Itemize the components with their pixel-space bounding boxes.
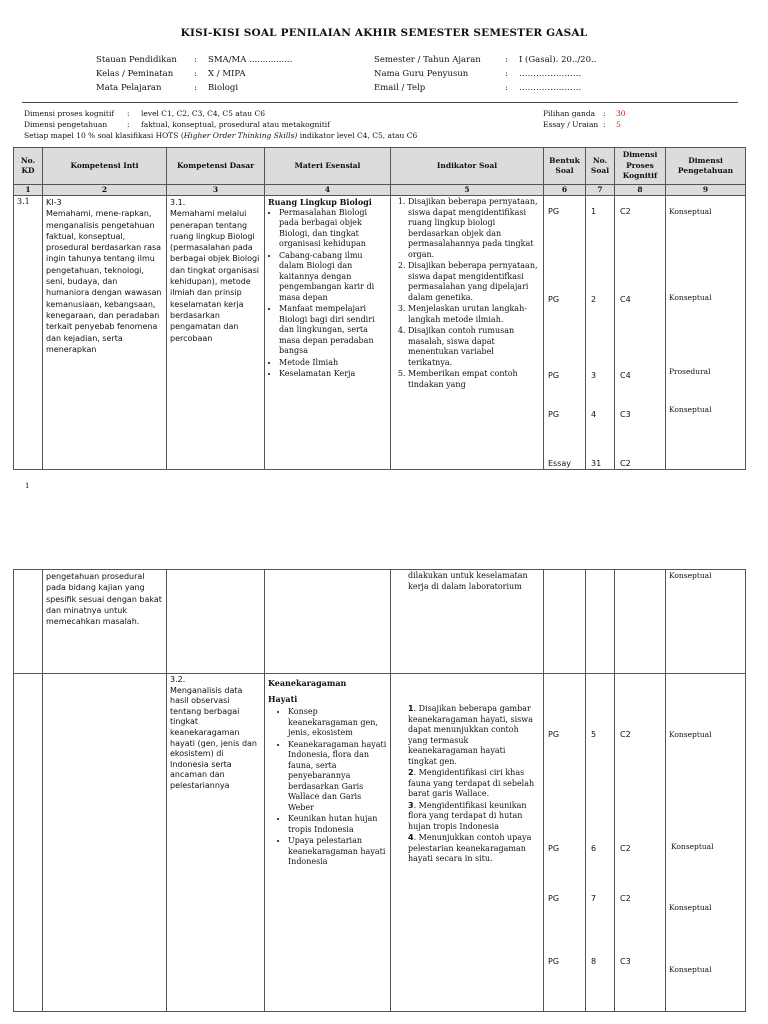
header-materi-esensial: Materi Esensial — [265, 148, 391, 185]
materi-title: Keanekaragaman Hayati — [268, 678, 347, 704]
info-sep: : — [194, 55, 197, 65]
bentuk-soal-item: PG — [548, 844, 560, 853]
pengetahuan-item: Prosedural — [669, 367, 711, 376]
kisi-kisi-table-page1 — [13, 147, 746, 470]
bentuk-soal-item: PG — [548, 957, 560, 966]
dim-label: Dimensi proses kognitif — [24, 109, 115, 118]
list-item: • Keselamatan Kerja — [279, 369, 387, 380]
dim-proses — [24, 108, 524, 119]
pengetahuan-item: Konseptual — [669, 207, 712, 216]
cell-no-soal — [586, 570, 615, 674]
no-soal-item: 6 — [591, 844, 597, 853]
col-number: 4 — [265, 185, 391, 196]
bentuk-soal-item: Essay — [548, 459, 572, 468]
no-soal-item: 4 — [591, 410, 597, 419]
col-number: 6 — [544, 185, 586, 196]
info-value: SMA/MA ................ — [208, 55, 293, 65]
proses-item: C2 — [620, 459, 631, 468]
col-number: 2 — [43, 185, 167, 196]
essay-value: 5 — [616, 120, 621, 129]
cell-kompetensi-dasar: 3.2. Menganalisis data hasil observasi tentang berbagai tingkat keanekaragaman hayati (gen, jenis dan ekosistem) di Indonesia serta ancaman dan pelestariannya — [167, 674, 265, 1012]
list-item: 3. Menjelaskan urutan langkah-langkah metode ilmiah. — [408, 304, 540, 325]
list-item: 4. Disajikan contoh rumusan masalah, siswa dapat menentukan variabel terikatnya. — [408, 326, 540, 368]
no-soal-item: 7 — [591, 894, 597, 903]
no-soal-item: 8 — [591, 957, 597, 966]
bentuk-soal-item: PG — [548, 295, 560, 304]
cell-no-kd — [14, 570, 43, 674]
info-label: Nama Guru Penyusun — [374, 69, 469, 79]
header-indikator-soal: Indikator Soal — [391, 148, 544, 185]
cell-bentuk-soal — [544, 570, 586, 674]
col-number: 3 — [167, 185, 265, 196]
hots-text: Setiap mapel 10 % soal klasifikasi HOTS ( — [24, 131, 184, 140]
info-left — [96, 53, 292, 95]
info-label: Mata Pelajaran — [96, 83, 162, 93]
item-text: . Mengidentifikasi keunikan flora yang terdapat di hutan hujan tropis Indonesia — [408, 800, 527, 831]
indikator-list — [394, 675, 540, 865]
info-sep: : — [194, 83, 197, 93]
info-value: …………………. — [519, 83, 582, 93]
cell-materi-esensial — [265, 196, 391, 470]
info-sep: : — [505, 55, 508, 65]
document-title: KISI-KISI SOAL PENILAIAN AKHIR SEMESTER SEMESTER GASAL — [180, 27, 588, 39]
info-value: I (Gasal). 20../20.. — [519, 55, 597, 65]
info-sep: : — [194, 69, 197, 79]
cell-indikator-soal — [391, 196, 544, 470]
cell-kompetensi-dasar: 3.1. Memahami melalui penerapan tentang ruang lingkup Biologi (permasalahan pada berbagai objek Biologi dan tingkat organisasi kehidupan), metode ilmiah dan prinsip keselamatan kerja berdasarkan pengamatan dan percobaan — [167, 196, 265, 470]
dimension-notes — [24, 108, 524, 141]
header-dimensi-proses: Dimensi Proses Kognitif — [615, 148, 666, 185]
proses-item: C4 — [620, 371, 631, 380]
proses-item: C3 — [620, 410, 631, 419]
list-item: • Cabang-cabang ilmu dalam Biologi dan kaitannya dengan pengembangan karir di masa depan — [279, 251, 387, 304]
item-text: . Mengidentifikasi ciri khas fauna yang terdapat di sebelah barat garis Wallace. — [408, 768, 535, 798]
list-item: • Permasalahan Biologi pada berbagai objek Biologi, dan tingkat organisasi kehidupan — [279, 208, 387, 250]
item-number: 2 — [408, 768, 414, 777]
info-row-kelas — [96, 67, 292, 81]
table-row-continuation — [14, 570, 746, 674]
info-label: Stauan Pendidikan — [96, 55, 177, 65]
list-item: • Keanekaragaman hayati Indonesia, flora dan fauna, serta penyebarannya berdasarkan Garis Wallace dan Garis Weber — [288, 740, 387, 814]
proses-item: C4 — [620, 295, 631, 304]
info-row-mapel — [96, 81, 292, 95]
essay-label: Essay / Uraian — [543, 120, 599, 129]
list-item: • Upaya pelestarian keanekaragaman hayati Indonesia — [288, 836, 387, 868]
cell-indikator-soal — [391, 674, 544, 1012]
cell-dimensi-pengetahuan: Konseptual — [666, 570, 746, 674]
list-item: 2. Disajikan beberapa pernyataan, siswa dapat mengidentifkasi permasalahan yang dipelajari dalam genetika. — [408, 261, 540, 303]
jumlah-essay — [543, 119, 733, 130]
hots-text-end: indikator level C4, C5, atau C6 — [297, 131, 418, 140]
item-number: 1 — [408, 704, 414, 713]
bentuk-soal-item: PG — [548, 894, 560, 903]
proses-item: C2 — [620, 730, 631, 739]
dim-sep: : — [127, 109, 130, 118]
jumlah-pg — [543, 108, 733, 119]
kisi-kisi-table-page2 — [13, 569, 746, 1012]
no-soal-item: 1 — [591, 207, 597, 216]
dim-value: level C1, C2, C3, C4, C5 atau C6 — [141, 109, 265, 118]
no-soal-item: 5 — [591, 730, 597, 739]
materi-list — [268, 707, 387, 868]
indikator-continuation: dilakukan untuk keselamatan kerja di dalam laboratorium — [408, 571, 528, 591]
jumlah-soal — [543, 108, 733, 130]
list-item: • Konsep keanekaragaman gen, jenis, ekosistem — [288, 707, 387, 739]
list-item — [408, 833, 536, 865]
pg-value: 30 — [616, 109, 626, 118]
list-item — [408, 768, 536, 800]
header-kompetensi-inti: Kompetensi Inti — [43, 148, 167, 185]
cell-dimensi-proses — [615, 570, 666, 674]
cell-kompetensi-inti — [43, 674, 167, 1012]
indikator-list — [394, 197, 540, 390]
dim-value: faktual, konseptual, prosedural atau metakognitif — [141, 120, 330, 129]
cell-dimensi-pengetahuan — [666, 674, 746, 1012]
info-sep: : — [505, 69, 508, 79]
list-item: • Keunikan hutan hujan tropis Indonesia — [288, 814, 387, 835]
materi-title: Ruang Lingkup Biologi — [268, 197, 372, 207]
cell-no-kd — [14, 674, 43, 1012]
header-bentuk-soal: Bentuk Soal — [544, 148, 586, 185]
info-row-satuan — [96, 53, 292, 67]
info-value: Biologi — [208, 83, 239, 93]
proses-item: C2 — [620, 844, 631, 853]
cell-bentuk-soal — [544, 674, 586, 1012]
info-value: X / MIPA — [208, 69, 246, 79]
col-number: 7 — [586, 185, 615, 196]
header-no-kd: No. KD — [14, 148, 43, 185]
bentuk-soal-item: PG — [548, 410, 560, 419]
no-soal-item: 2 — [591, 295, 597, 304]
essay-sep: : — [603, 120, 606, 129]
bentuk-soal-item: PG — [548, 730, 560, 739]
cell-kompetensi-dasar — [167, 570, 265, 674]
cell-kompetensi-inti: pengetahuan prosedural pada bidang kajian yang spesifik sesuai dengan bakat dan minatnya untuk memecahkan masalah. — [43, 570, 167, 674]
dim-pengetahuan — [24, 119, 524, 130]
cell-no-soal — [586, 674, 615, 1012]
pengetahuan-item: Konseptual — [671, 842, 714, 851]
pengetahuan-item: Konseptual — [669, 730, 712, 739]
list-item: • Metode Ilmiah — [279, 358, 387, 369]
cell-dimensi-pengetahuan — [666, 196, 746, 470]
info-label: Semester / Tahun Ajaran — [374, 55, 481, 65]
info-label: Email / Telp — [374, 83, 426, 93]
table-row-kd-3-1 — [14, 196, 746, 470]
pengetahuan-item: Konseptual — [669, 293, 712, 302]
item-number: 4 — [408, 833, 414, 842]
cell-bentuk-soal — [544, 196, 586, 470]
list-item — [408, 801, 536, 833]
table-header-row — [14, 148, 746, 185]
info-row-email — [374, 81, 596, 95]
list-item: 5. Memberikan empat contoh tindakan yang — [408, 369, 540, 390]
no-soal-item: 31 — [591, 459, 602, 468]
header-no-soal: No. Soal — [586, 148, 615, 185]
column-number-row — [14, 185, 746, 196]
pengetahuan-item: Konseptual — [669, 965, 712, 974]
item-number: 3 — [408, 800, 414, 810]
item-text: . Disajikan beberapa gambar keanekaragaman hayati, siswa dapat menunjukkan contoh yang termasuk keanekaragaman hayati tingkat gen. — [408, 704, 533, 766]
info-sep: : — [505, 83, 508, 93]
col-number: 5 — [391, 185, 544, 196]
item-text: . Menunjukkan contoh upaya pelestarian keanekaragaman hayati secara in situ. — [408, 833, 532, 863]
cell-materi-esensial — [265, 674, 391, 1012]
info-value: …………………. — [519, 69, 582, 79]
cell-indikator-soal — [391, 570, 544, 674]
bentuk-soal-item: PG — [548, 371, 560, 380]
col-number: 8 — [615, 185, 666, 196]
pengetahuan-item: Konseptual — [669, 903, 712, 912]
proses-item: C2 — [620, 207, 631, 216]
col-number: 1 — [14, 185, 43, 196]
list-item: • Manfaat mempelajari Biologi bagi diri sendiri dan lingkungan, serta masa depan peradaban bangsa — [279, 304, 387, 357]
header-dimensi-pengetahuan: Dimensi Pengetahuan — [666, 148, 746, 185]
header-kompetensi-dasar: Kompetensi Dasar — [167, 148, 265, 185]
proses-item: C3 — [620, 957, 631, 966]
materi-list — [268, 208, 387, 380]
pg-sep: : — [603, 109, 606, 118]
list-item — [408, 704, 536, 767]
bentuk-soal-item: PG — [548, 207, 560, 216]
cell-no-kd: 3.1 — [14, 196, 43, 470]
info-row-guru — [374, 67, 596, 81]
dim-hots — [24, 130, 524, 141]
col-number: 9 — [666, 185, 746, 196]
cell-dimensi-proses — [615, 674, 666, 1012]
cell-materi-esensial — [265, 570, 391, 674]
info-label: Kelas / Peminatan — [96, 69, 174, 79]
cell-kompetensi-inti: KI-3 Memahami, mene-rapkan, menganalisis pengetahuan faktual, konseptual, prosedural berdasarkan rasa ingin tahunya tentang ilmu pengetahuan, teknologi, seni, budaya, dan humaniora dengan wawasan kemanusiaan, kebangsaan, kenegaraan, dan peradaban terkait penyebab fenomena dan kejadian, serta menerapkan — [43, 196, 167, 470]
cell-dimensi-proses — [615, 196, 666, 470]
table-row-kd-3-2 — [14, 674, 746, 1012]
dim-label: Dimensi pengetahuan — [24, 120, 108, 129]
info-right — [374, 53, 596, 95]
proses-item: C2 — [620, 894, 631, 903]
page-number: 1 — [25, 482, 30, 490]
header-divider — [22, 102, 738, 103]
dim-sep: : — [127, 120, 130, 129]
cell-no-soal — [586, 196, 615, 470]
hots-italic: Higher Order Thinking Skills) — [183, 131, 298, 140]
pg-label: Pilihan ganda — [543, 109, 596, 118]
pengetahuan-item: Konseptual — [669, 405, 712, 414]
info-row-semester — [374, 53, 596, 67]
no-soal-item: 3 — [591, 371, 597, 380]
list-item: 1. Disajikan beberapa pernyataan, siswa dapat mengidentifikasi ruang lingkup biologi berdasarkan objek dan permasalahannya pada tingkat organ. — [408, 197, 540, 260]
